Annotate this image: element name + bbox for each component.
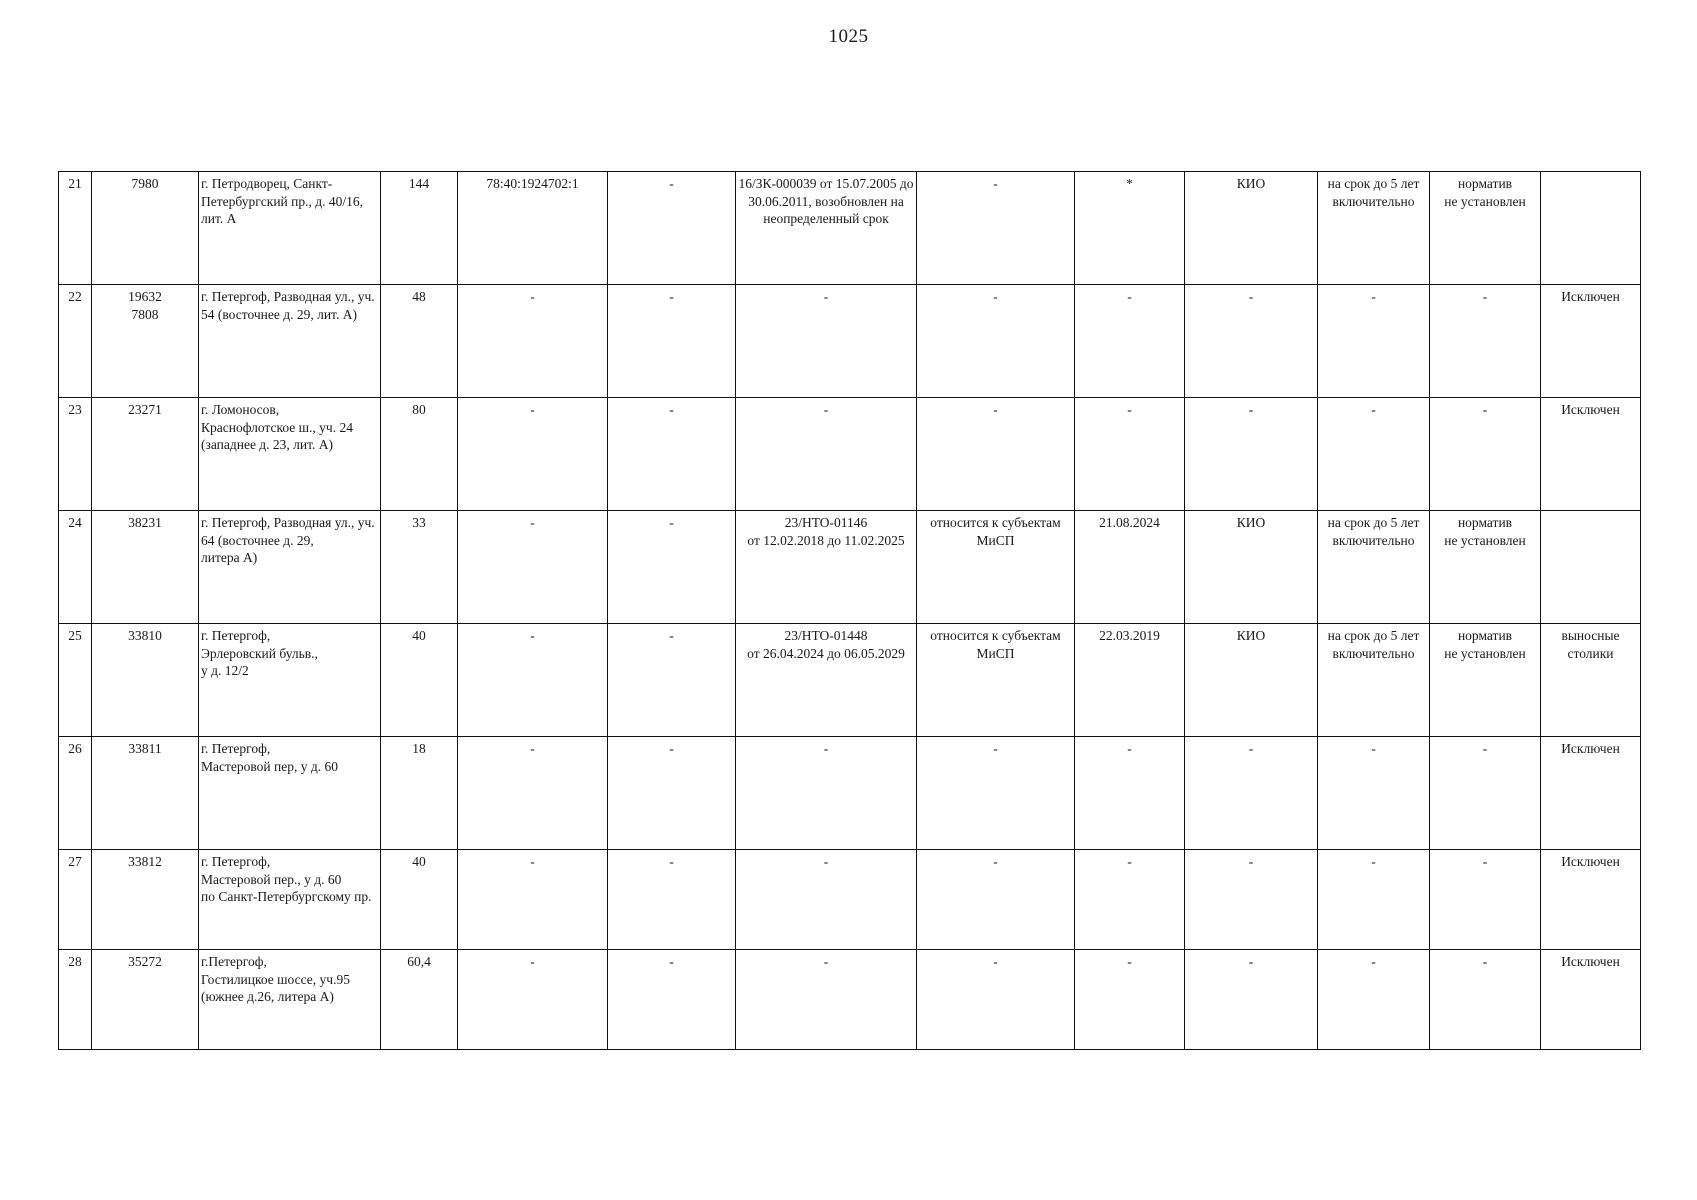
norm-cell: - [1430, 850, 1541, 950]
register-table [58, 171, 1641, 1050]
row-number-cell: 21 [59, 172, 92, 285]
organization-cell: КИО [1185, 172, 1318, 285]
organization-cell: КИО [1185, 511, 1318, 624]
date-cell: * [1075, 172, 1185, 285]
contract-cell: 23/НТО-01146 от 12.02.2018 до 11.02.2025 [736, 511, 917, 624]
address-cell: г. Петродворец, Санкт- Петербургский пр., д. 40/16, лит. А [199, 172, 381, 285]
subject-cell: относится к субъектам МиСП [917, 511, 1075, 624]
subject-cell: - [917, 737, 1075, 850]
norm-cell: - [1430, 285, 1541, 398]
norm-cell: - [1430, 950, 1541, 1050]
area-cell: 33 [381, 511, 458, 624]
address-cell: г. Петергоф, Разводная ул., уч. 64 (восточнее д. 29, литера А) [199, 511, 381, 624]
norm-cell: - [1430, 737, 1541, 850]
date-cell: - [1075, 398, 1185, 511]
table-row [59, 511, 1641, 624]
area-cell: 40 [381, 624, 458, 737]
organization-cell: - [1185, 398, 1318, 511]
area-cell: 144 [381, 172, 458, 285]
object-id-cell: 38231 [92, 511, 199, 624]
term-cell: - [1318, 950, 1430, 1050]
organization-cell: - [1185, 285, 1318, 398]
note-cell: Исключен [1541, 950, 1641, 1050]
organization-cell: - [1185, 737, 1318, 850]
cadastral-number-cell: - [458, 737, 608, 850]
norm-cell: норматив не установлен [1430, 624, 1541, 737]
norm-cell: норматив не установлен [1430, 172, 1541, 285]
address-cell: г. Петергоф, Мастеровой пер, у д. 60 [199, 737, 381, 850]
extra-cell: - [608, 511, 736, 624]
organization-cell: КИО [1185, 624, 1318, 737]
contract-cell: 23/НТО-01448 от 26.04.2024 до 06.05.2029 [736, 624, 917, 737]
contract-cell: - [736, 950, 917, 1050]
contract-cell: - [736, 737, 917, 850]
address-cell: г. Петергоф, Мастеровой пер., у д. 60 по Санкт-Петербургскому пр. [199, 850, 381, 950]
cadastral-number-cell: 78:40:1924702:1 [458, 172, 608, 285]
object-id-cell: 35272 [92, 950, 199, 1050]
extra-cell: - [608, 624, 736, 737]
address-cell: г. Петергоф, Разводная ул., уч. 54 (восточнее д. 29, лит. А) [199, 285, 381, 398]
note-cell: выносные столики [1541, 624, 1641, 737]
extra-cell: - [608, 285, 736, 398]
area-cell: 40 [381, 850, 458, 950]
address-cell: г.Петергоф, Гостилицкое шоссе, уч.95 (южнее д.26, литера А) [199, 950, 381, 1050]
note-cell: Исключен [1541, 285, 1641, 398]
contract-cell: - [736, 850, 917, 950]
norm-cell: - [1430, 398, 1541, 511]
date-cell: - [1075, 950, 1185, 1050]
object-id-cell: 33810 [92, 624, 199, 737]
cadastral-number-cell: - [458, 624, 608, 737]
subject-cell: - [917, 850, 1075, 950]
term-cell: - [1318, 285, 1430, 398]
object-id-cell: 33812 [92, 850, 199, 950]
object-id-cell: 23271 [92, 398, 199, 511]
cadastral-number-cell: - [458, 285, 608, 398]
table-row [59, 172, 1641, 285]
organization-cell: - [1185, 850, 1318, 950]
date-cell: - [1075, 285, 1185, 398]
row-number-cell: 28 [59, 950, 92, 1050]
note-cell: Исключен [1541, 398, 1641, 511]
cadastral-number-cell: - [458, 950, 608, 1050]
note-cell: Исключен [1541, 850, 1641, 950]
table-row [59, 850, 1641, 950]
table-row [59, 624, 1641, 737]
term-cell: на срок до 5 лет включительно [1318, 172, 1430, 285]
cadastral-number-cell: - [458, 511, 608, 624]
note-cell: Исключен [1541, 737, 1641, 850]
extra-cell: - [608, 737, 736, 850]
term-cell: - [1318, 398, 1430, 511]
note-cell [1541, 172, 1641, 285]
term-cell: на срок до 5 лет включительно [1318, 624, 1430, 737]
subject-cell: - [917, 398, 1075, 511]
table-row [59, 950, 1641, 1050]
row-number-cell: 25 [59, 624, 92, 737]
contract-cell: - [736, 398, 917, 511]
subject-cell: относится к субъектам МиСП [917, 624, 1075, 737]
term-cell: - [1318, 850, 1430, 950]
organization-cell: - [1185, 950, 1318, 1050]
norm-cell: норматив не установлен [1430, 511, 1541, 624]
object-id-cell: 19632 7808 [92, 285, 199, 398]
row-number-cell: 22 [59, 285, 92, 398]
term-cell: - [1318, 737, 1430, 850]
row-number-cell: 26 [59, 737, 92, 850]
extra-cell: - [608, 950, 736, 1050]
cadastral-number-cell: - [458, 398, 608, 511]
address-cell: г. Ломоносов, Краснофлотское ш., уч. 24 (западнее д. 23, лит. А) [199, 398, 381, 511]
extra-cell: - [608, 398, 736, 511]
row-number-cell: 27 [59, 850, 92, 950]
area-cell: 18 [381, 737, 458, 850]
address-cell: г. Петергоф, Эрлеровский бульв., у д. 12/2 [199, 624, 381, 737]
date-cell: 21.08.2024 [1075, 511, 1185, 624]
cadastral-number-cell: - [458, 850, 608, 950]
extra-cell: - [608, 172, 736, 285]
extra-cell: - [608, 850, 736, 950]
term-cell: на срок до 5 лет включительно [1318, 511, 1430, 624]
area-cell: 48 [381, 285, 458, 398]
subject-cell: - [917, 172, 1075, 285]
contract-cell: 16/ЗК-000039 от 15.07.2005 до 30.06.2011, возобновлен на неопределенный срок [736, 172, 917, 285]
object-id-cell: 33811 [92, 737, 199, 850]
area-cell: 60,4 [381, 950, 458, 1050]
table-row [59, 737, 1641, 850]
date-cell: - [1075, 850, 1185, 950]
row-number-cell: 23 [59, 398, 92, 511]
contract-cell: - [736, 285, 917, 398]
page-number: 1025 [828, 26, 869, 47]
subject-cell: - [917, 950, 1075, 1050]
object-id-cell: 7980 [92, 172, 199, 285]
table-row [59, 398, 1641, 511]
date-cell: 22.03.2019 [1075, 624, 1185, 737]
date-cell: - [1075, 737, 1185, 850]
area-cell: 80 [381, 398, 458, 511]
subject-cell: - [917, 285, 1075, 398]
row-number-cell: 24 [59, 511, 92, 624]
table-row [59, 285, 1641, 398]
note-cell [1541, 511, 1641, 624]
